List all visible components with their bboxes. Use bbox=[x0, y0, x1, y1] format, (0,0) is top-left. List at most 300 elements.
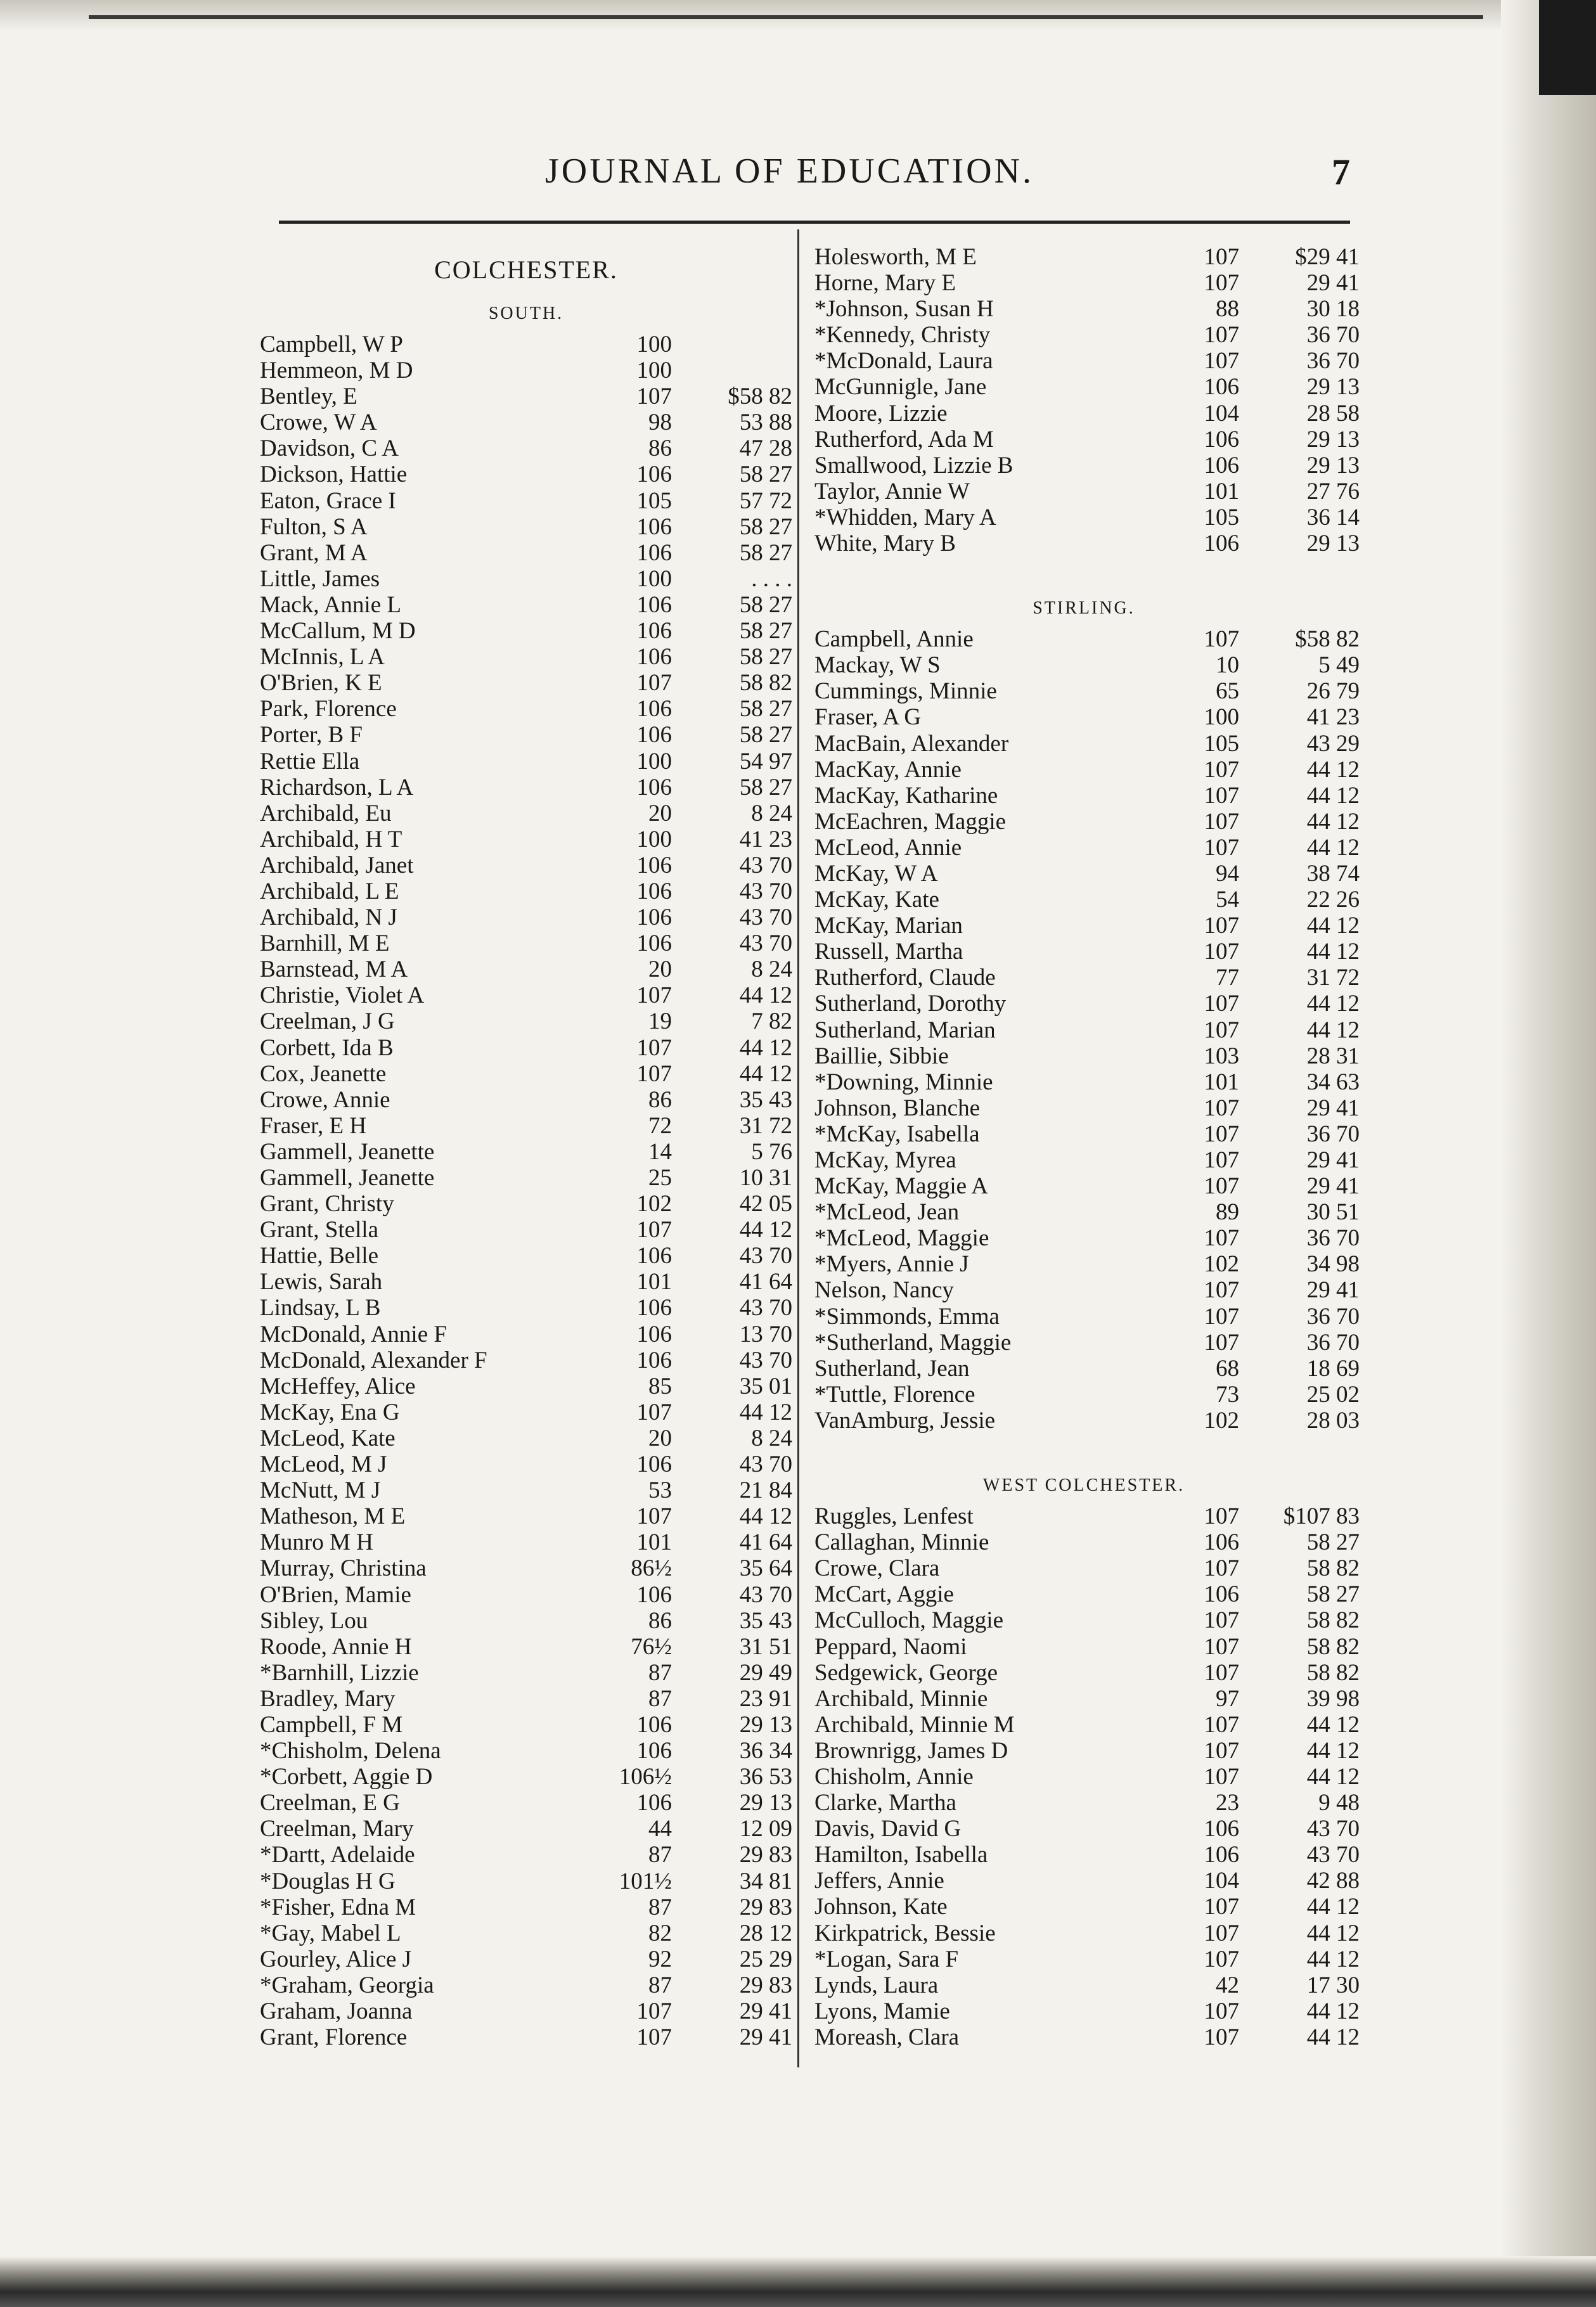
grant-amount: 58 27 bbox=[739, 722, 792, 749]
table-row bbox=[814, 860, 1360, 887]
teacher-name: Cummings, Minnie bbox=[814, 678, 997, 705]
teacher-name: *Corbett, Aggie D bbox=[260, 1764, 433, 1790]
teacher-name: Johnson, Blanche bbox=[814, 1095, 981, 1121]
days-taught: 106 bbox=[636, 1321, 672, 1347]
teacher-name: McCart, Aggie bbox=[814, 1581, 954, 1608]
teacher-name: McKay, Ena G bbox=[260, 1399, 400, 1425]
grant-amount: 22 26 bbox=[1306, 887, 1360, 913]
table-row bbox=[814, 1920, 1360, 1946]
table-row bbox=[260, 461, 792, 487]
grant-amount: 44 12 bbox=[1306, 782, 1360, 809]
days-taught: 101 bbox=[1204, 1069, 1239, 1095]
grant-amount: 44 12 bbox=[1306, 834, 1360, 861]
days-taught: 106 bbox=[636, 513, 672, 540]
teacher-name: McLeod, M J bbox=[260, 1451, 387, 1478]
grant-amount: $58 82 bbox=[1295, 626, 1360, 653]
table-row bbox=[814, 504, 1360, 530]
scan-bottom-edge bbox=[0, 2256, 1596, 2307]
teacher-name: McLeod, Annie bbox=[814, 834, 962, 861]
table-row bbox=[260, 1035, 792, 1061]
grant-amount: 58 27 bbox=[739, 644, 792, 671]
south-list bbox=[260, 331, 792, 2050]
table-row bbox=[260, 1139, 792, 1165]
table-row bbox=[260, 1295, 792, 1321]
grant-amount: 29 41 bbox=[1306, 1277, 1360, 1304]
teacher-name: Ruggles, Lenfest bbox=[814, 1503, 974, 1530]
teacher-name: Christie, Violet A bbox=[260, 982, 425, 1009]
days-taught: 107 bbox=[636, 1399, 672, 1425]
grant-amount: 29 13 bbox=[1306, 374, 1360, 401]
table-row bbox=[260, 1477, 792, 1503]
grant-amount: 9 48 bbox=[1318, 1790, 1360, 1816]
table-row bbox=[814, 400, 1360, 427]
teacher-name: *Douglas H G bbox=[260, 1868, 396, 1894]
teacher-name: *Chisholm, Delena bbox=[260, 1738, 441, 1764]
table-row bbox=[260, 1191, 792, 1217]
teacher-name: Bradley, Mary bbox=[260, 1685, 396, 1712]
teacher-name: Sutherland, Jean bbox=[814, 1355, 970, 1382]
table-row bbox=[814, 1816, 1360, 1842]
teacher-name: Campbell, F M bbox=[260, 1711, 403, 1738]
section-subheading-south: SOUTH. bbox=[488, 304, 564, 323]
grant-amount: 29 13 bbox=[1306, 530, 1360, 557]
teacher-name: Moreash, Clara bbox=[814, 2024, 960, 2050]
teacher-name: Baillie, Sibbie bbox=[814, 1043, 949, 1069]
days-taught: 107 bbox=[636, 1034, 672, 1061]
table-row bbox=[814, 730, 1360, 757]
table-row bbox=[260, 1451, 792, 1477]
teacher-name: Archibald, N J bbox=[260, 904, 397, 931]
table-row bbox=[814, 991, 1360, 1017]
days-taught: 107 bbox=[1204, 808, 1239, 835]
colchester-continued-list bbox=[814, 244, 1360, 557]
table-row bbox=[814, 1842, 1360, 1868]
days-taught: 106 bbox=[636, 1243, 672, 1269]
grant-amount: 30 51 bbox=[1306, 1199, 1360, 1226]
grant-amount: $29 41 bbox=[1295, 244, 1360, 270]
days-taught: 106 bbox=[636, 774, 672, 800]
grant-amount: 43 70 bbox=[739, 878, 792, 904]
grant-amount: 8 24 bbox=[751, 956, 792, 983]
grant-amount: 34 63 bbox=[1306, 1069, 1360, 1095]
days-taught: 87 bbox=[648, 1972, 672, 1998]
table-row bbox=[814, 1685, 1360, 1712]
teacher-name: *Sutherland, Maggie bbox=[814, 1329, 1012, 1356]
table-row bbox=[814, 913, 1360, 939]
teacher-name: O'Brien, Mamie bbox=[260, 1581, 411, 1608]
days-taught: 107 bbox=[1204, 270, 1239, 297]
table-row bbox=[814, 1277, 1360, 1304]
table-row bbox=[260, 1529, 792, 1555]
teacher-name: Cox, Jeanette bbox=[260, 1060, 387, 1087]
days-taught: 107 bbox=[1204, 1659, 1239, 1686]
teacher-name: MacKay, Annie bbox=[814, 756, 962, 783]
teacher-name: Johnson, Kate bbox=[814, 1894, 948, 1920]
days-taught: 106 bbox=[636, 722, 672, 749]
teacher-name: McDonald, Annie F bbox=[260, 1321, 447, 1347]
teacher-name: *Dartt, Adelaide bbox=[260, 1842, 415, 1868]
teacher-name: Crowe, Clara bbox=[814, 1555, 940, 1582]
teacher-name: Horne, Mary E bbox=[814, 270, 956, 297]
teacher-name: Moore, Lizzie bbox=[814, 400, 948, 427]
teacher-name: Porter, B F bbox=[260, 722, 363, 749]
grant-amount: 58 82 bbox=[1306, 1633, 1360, 1660]
days-taught: 92 bbox=[648, 1946, 672, 1972]
scan-right-block bbox=[1539, 0, 1596, 95]
table-row bbox=[814, 704, 1360, 731]
days-taught: 101 bbox=[1204, 478, 1239, 504]
teacher-name: Hemmeon, M D bbox=[260, 357, 413, 384]
table-row bbox=[814, 1069, 1360, 1095]
grant-amount: 29 83 bbox=[739, 1842, 792, 1868]
table-row bbox=[260, 1373, 792, 1399]
table-row bbox=[260, 1165, 792, 1191]
teacher-name: Lyons, Mamie bbox=[814, 1998, 950, 2024]
teacher-name: MacBain, Alexander bbox=[814, 730, 1009, 757]
days-taught: 86 bbox=[648, 1607, 672, 1634]
table-row bbox=[260, 1347, 792, 1373]
table-row bbox=[260, 1608, 792, 1634]
table-row bbox=[814, 1407, 1360, 1434]
grant-amount: 21 84 bbox=[739, 1477, 792, 1504]
grant-amount: 12 09 bbox=[739, 1816, 792, 1842]
teacher-name: *Simmonds, Emma bbox=[814, 1303, 1000, 1330]
table-row bbox=[814, 1251, 1360, 1278]
teacher-name: Archibald, Minnie bbox=[814, 1685, 988, 1712]
days-taught: 23 bbox=[1216, 1790, 1239, 1816]
teacher-name: Rutherford, Claude bbox=[814, 965, 996, 991]
table-row bbox=[260, 1582, 792, 1608]
days-taught: 101 bbox=[636, 1269, 672, 1295]
grant-amount: 31 51 bbox=[739, 1633, 792, 1660]
days-taught: 106½ bbox=[619, 1764, 672, 1790]
grant-amount: 29 41 bbox=[739, 2024, 792, 2051]
days-taught: 14 bbox=[648, 1138, 672, 1165]
days-taught: 107 bbox=[1204, 1277, 1239, 1304]
days-taught: 94 bbox=[1216, 860, 1239, 887]
table-row bbox=[260, 670, 792, 696]
days-taught: 76½ bbox=[631, 1633, 672, 1660]
teacher-name: Archibald, Eu bbox=[260, 800, 392, 826]
table-row bbox=[814, 1529, 1360, 1556]
table-row bbox=[260, 1946, 792, 1972]
days-taught: 103 bbox=[1204, 1043, 1239, 1069]
days-taught: 25 bbox=[648, 1165, 672, 1191]
days-taught: 102 bbox=[1204, 1407, 1239, 1434]
teacher-name: White, Mary B bbox=[814, 530, 956, 557]
days-taught: 106 bbox=[636, 461, 672, 488]
table-row bbox=[260, 722, 792, 748]
grant-amount: 25 02 bbox=[1306, 1381, 1360, 1408]
table-row bbox=[260, 749, 792, 774]
table-row bbox=[814, 1121, 1360, 1147]
table-row bbox=[260, 774, 792, 800]
days-taught: 72 bbox=[648, 1112, 672, 1139]
column-divider bbox=[797, 229, 799, 2067]
teacher-name: Brownrigg, James D bbox=[814, 1737, 1008, 1764]
days-taught: 77 bbox=[1216, 965, 1239, 991]
days-taught: 106 bbox=[636, 696, 672, 723]
grant-amount: 58 27 bbox=[739, 513, 792, 540]
teacher-name: Fulton, S A bbox=[260, 513, 368, 540]
days-taught: 54 bbox=[1216, 887, 1239, 913]
days-taught: 42 bbox=[1216, 1972, 1239, 1998]
grant-amount: 58 27 bbox=[739, 591, 792, 618]
days-taught: 20 bbox=[648, 1425, 672, 1451]
teacher-name: O'Brien, K E bbox=[260, 670, 382, 697]
teacher-name: Lindsay, L B bbox=[260, 1295, 381, 1321]
grant-amount: 58 27 bbox=[1306, 1529, 1360, 1556]
days-taught: 105 bbox=[1204, 504, 1239, 530]
grant-amount: 44 12 bbox=[1306, 913, 1360, 939]
scan-top-rule bbox=[89, 15, 1483, 19]
teacher-name: *Johnson, Susan H bbox=[814, 296, 994, 323]
teacher-name: *Logan, Sara F bbox=[814, 1946, 959, 1972]
grant-amount: 58 27 bbox=[739, 461, 792, 488]
teacher-name: *Gay, Mabel L bbox=[260, 1920, 401, 1946]
days-taught: 106 bbox=[636, 539, 672, 566]
table-row bbox=[260, 566, 792, 592]
teacher-name: *Whidden, Mary A bbox=[814, 504, 996, 530]
grant-amount: 43 70 bbox=[739, 930, 792, 957]
days-taught: 106 bbox=[636, 930, 672, 957]
teacher-name: Barnhill, M E bbox=[260, 930, 390, 957]
days-taught: 86 bbox=[648, 1086, 672, 1113]
days-taught: 107 bbox=[1204, 834, 1239, 861]
table-row bbox=[814, 1043, 1360, 1069]
days-taught: 102 bbox=[1204, 1251, 1239, 1278]
grant-amount: 29 41 bbox=[1306, 1147, 1360, 1173]
days-taught: 106 bbox=[636, 1738, 672, 1764]
teacher-name: Grant, M A bbox=[260, 539, 368, 566]
teacher-name: Mack, Annie L bbox=[260, 591, 401, 618]
grant-amount: 43 70 bbox=[739, 1243, 792, 1269]
table-row bbox=[814, 244, 1360, 270]
grant-amount: 44 12 bbox=[739, 1399, 792, 1425]
table-row bbox=[814, 1763, 1360, 1790]
table-row bbox=[260, 826, 792, 852]
table-row bbox=[814, 1737, 1360, 1764]
grant-amount: 43 70 bbox=[1306, 1816, 1360, 1842]
table-row bbox=[260, 1790, 792, 1816]
days-taught: 107 bbox=[1204, 1555, 1239, 1582]
teacher-name: Barnstead, M A bbox=[260, 956, 408, 983]
table-row bbox=[814, 1998, 1360, 2024]
teacher-name: Richardson, L A bbox=[260, 774, 414, 800]
days-taught: 19 bbox=[648, 1008, 672, 1035]
days-taught: 100 bbox=[636, 331, 672, 357]
grant-amount: 53 88 bbox=[739, 409, 792, 436]
table-row bbox=[260, 1972, 792, 1998]
days-taught: 106 bbox=[636, 878, 672, 904]
days-taught: 107 bbox=[636, 982, 672, 1009]
grant-amount: 44 12 bbox=[1306, 939, 1360, 965]
teacher-name: Creelman, Mary bbox=[260, 1816, 414, 1842]
grant-amount: 44 12 bbox=[1306, 1763, 1360, 1790]
table-row bbox=[814, 1659, 1360, 1686]
teacher-name: Little, James bbox=[260, 565, 380, 592]
table-row bbox=[260, 852, 792, 878]
table-row bbox=[260, 618, 792, 644]
days-taught: 106 bbox=[636, 1347, 672, 1373]
table-row bbox=[814, 348, 1360, 375]
days-taught: 73 bbox=[1216, 1381, 1239, 1408]
grant-amount: 44 12 bbox=[739, 1034, 792, 1061]
grant-amount: 38 74 bbox=[1306, 860, 1360, 887]
days-taught: 107 bbox=[1204, 1017, 1239, 1043]
table-row bbox=[814, 1329, 1360, 1356]
table-row bbox=[814, 270, 1360, 297]
table-row bbox=[814, 834, 1360, 861]
teacher-name: *Graham, Georgia bbox=[260, 1972, 434, 1998]
teacher-name: Crowe, Annie bbox=[260, 1086, 390, 1113]
table-row bbox=[260, 488, 792, 514]
days-taught: 106 bbox=[636, 852, 672, 878]
section-subheading-west-colchester: WEST COLCHESTER. bbox=[982, 1475, 1185, 1496]
teacher-name: Park, Florence bbox=[260, 696, 397, 723]
teacher-name: Fraser, E H bbox=[260, 1112, 367, 1139]
teacher-name: Archibald, L E bbox=[260, 878, 399, 904]
days-taught: 107 bbox=[1204, 322, 1239, 349]
teacher-name: *Myers, Annie J bbox=[814, 1251, 969, 1278]
grant-amount: 44 12 bbox=[739, 1217, 792, 1243]
table-row bbox=[814, 374, 1360, 401]
grant-amount: 54 97 bbox=[739, 748, 792, 774]
table-row bbox=[814, 887, 1360, 913]
days-taught: 107 bbox=[636, 2024, 672, 2051]
days-taught: 102 bbox=[636, 1191, 672, 1218]
table-row bbox=[260, 1764, 792, 1790]
teacher-name: Archibald, Janet bbox=[260, 852, 414, 878]
teacher-name: Jeffers, Annie bbox=[814, 1868, 944, 1894]
days-taught: 107 bbox=[1204, 782, 1239, 809]
days-taught: 107 bbox=[1204, 1095, 1239, 1121]
teacher-name: Roode, Annie H bbox=[260, 1633, 412, 1660]
west-colchester-list bbox=[814, 1503, 1360, 2050]
teacher-name: Grant, Christy bbox=[260, 1191, 394, 1218]
table-row bbox=[814, 530, 1360, 557]
table-row bbox=[260, 1868, 792, 1894]
table-row bbox=[814, 1894, 1360, 1920]
scan-right-edge bbox=[1501, 0, 1596, 2307]
teacher-name: Clarke, Martha bbox=[814, 1790, 956, 1816]
teacher-name: McKay, W A bbox=[814, 860, 938, 887]
days-taught: 44 bbox=[648, 1816, 672, 1842]
days-taught: 100 bbox=[636, 748, 672, 774]
grant-amount: 10 31 bbox=[739, 1165, 792, 1191]
days-taught: 106 bbox=[636, 618, 672, 645]
days-taught: 10 bbox=[1216, 652, 1239, 679]
grant-amount: 13 70 bbox=[739, 1321, 792, 1347]
teacher-name: Mackay, W S bbox=[814, 652, 941, 679]
grant-amount: 30 18 bbox=[1306, 296, 1360, 323]
grant-amount: 29 13 bbox=[1306, 426, 1360, 453]
grant-amount: 29 13 bbox=[739, 1790, 792, 1816]
days-taught: 107 bbox=[1204, 1894, 1239, 1920]
table-row bbox=[814, 1355, 1360, 1382]
teacher-name: McCallum, M D bbox=[260, 618, 416, 645]
teacher-name: *McLeod, Jean bbox=[814, 1199, 960, 1226]
grant-amount: 44 12 bbox=[1306, 756, 1360, 783]
grant-amount: 36 70 bbox=[1306, 1329, 1360, 1356]
days-taught: 106 bbox=[1204, 1842, 1239, 1868]
table-row bbox=[260, 1555, 792, 1581]
days-taught: 107 bbox=[1204, 1329, 1239, 1356]
table-row bbox=[814, 452, 1360, 479]
teacher-name: Lynds, Laura bbox=[814, 1972, 939, 1998]
days-taught: 107 bbox=[636, 1060, 672, 1087]
teacher-name: Holesworth, M E bbox=[814, 244, 977, 270]
days-taught: 107 bbox=[636, 1217, 672, 1243]
grant-amount: 42 05 bbox=[739, 1191, 792, 1218]
grant-amount: 18 69 bbox=[1306, 1355, 1360, 1382]
table-row bbox=[814, 2024, 1360, 2050]
table-row bbox=[814, 1147, 1360, 1173]
days-taught: 86½ bbox=[631, 1555, 672, 1582]
grant-amount: 44 12 bbox=[739, 982, 792, 1009]
days-taught: 104 bbox=[1204, 1868, 1239, 1894]
table-row bbox=[814, 1946, 1360, 1972]
days-taught: 106 bbox=[1204, 452, 1239, 479]
grant-amount: 44 12 bbox=[1306, 2024, 1360, 2050]
table-row bbox=[260, 1842, 792, 1868]
table-row bbox=[814, 678, 1360, 705]
days-taught: 107 bbox=[636, 383, 672, 410]
grant-amount: 44 12 bbox=[1306, 1017, 1360, 1043]
teacher-name: Archibald, H T bbox=[260, 826, 402, 852]
table-row bbox=[814, 1868, 1360, 1894]
days-taught: 104 bbox=[1204, 400, 1239, 427]
days-taught: 106 bbox=[636, 1295, 672, 1321]
grant-amount: 41 64 bbox=[739, 1269, 792, 1295]
table-row bbox=[260, 644, 792, 670]
teacher-name: McInnis, L A bbox=[260, 644, 385, 671]
teacher-name: Murray, Christina bbox=[260, 1555, 427, 1582]
teacher-name: Archibald, Minnie M bbox=[814, 1711, 1015, 1738]
teacher-name: Bentley, E bbox=[260, 383, 357, 410]
grant-amount: 36 70 bbox=[1306, 1303, 1360, 1330]
days-taught: 106 bbox=[1204, 374, 1239, 401]
teacher-name: Sutherland, Marian bbox=[814, 1017, 996, 1043]
table-row bbox=[814, 1381, 1360, 1408]
grant-amount: $58 82 bbox=[728, 383, 792, 410]
teacher-name: Campbell, W P bbox=[260, 331, 403, 357]
teacher-name: Chisholm, Annie bbox=[814, 1763, 974, 1790]
teacher-name: *McDonald, Laura bbox=[814, 348, 993, 375]
days-taught: 107 bbox=[1204, 1711, 1239, 1738]
page-number: 7 bbox=[1332, 151, 1350, 193]
grant-amount: 44 12 bbox=[1306, 1998, 1360, 2024]
grant-amount: 28 12 bbox=[739, 1920, 792, 1946]
left-column bbox=[260, 244, 792, 2050]
teacher-name: Sutherland, Dorothy bbox=[814, 991, 1007, 1017]
grant-amount: 23 91 bbox=[739, 1685, 792, 1712]
days-taught: 106 bbox=[1204, 1529, 1239, 1556]
table-row bbox=[260, 904, 792, 930]
days-taught: 107 bbox=[1204, 1303, 1239, 1330]
grant-amount: 43 29 bbox=[1306, 730, 1360, 757]
teacher-name: *Downing, Minnie bbox=[814, 1069, 993, 1095]
grant-amount: 29 41 bbox=[1306, 270, 1360, 297]
teacher-name: McGunnigle, Jane bbox=[814, 374, 987, 401]
table-row bbox=[814, 1303, 1360, 1330]
teacher-name: Nelson, Nancy bbox=[814, 1277, 954, 1304]
teacher-name: *Barnhill, Lizzie bbox=[260, 1659, 419, 1686]
table-row bbox=[260, 982, 792, 1008]
journal-title: JOURNAL OF EDUCATION. bbox=[545, 151, 1034, 191]
teacher-name: Graham, Joanna bbox=[260, 1998, 413, 2024]
grant-amount: 44 12 bbox=[1306, 1711, 1360, 1738]
